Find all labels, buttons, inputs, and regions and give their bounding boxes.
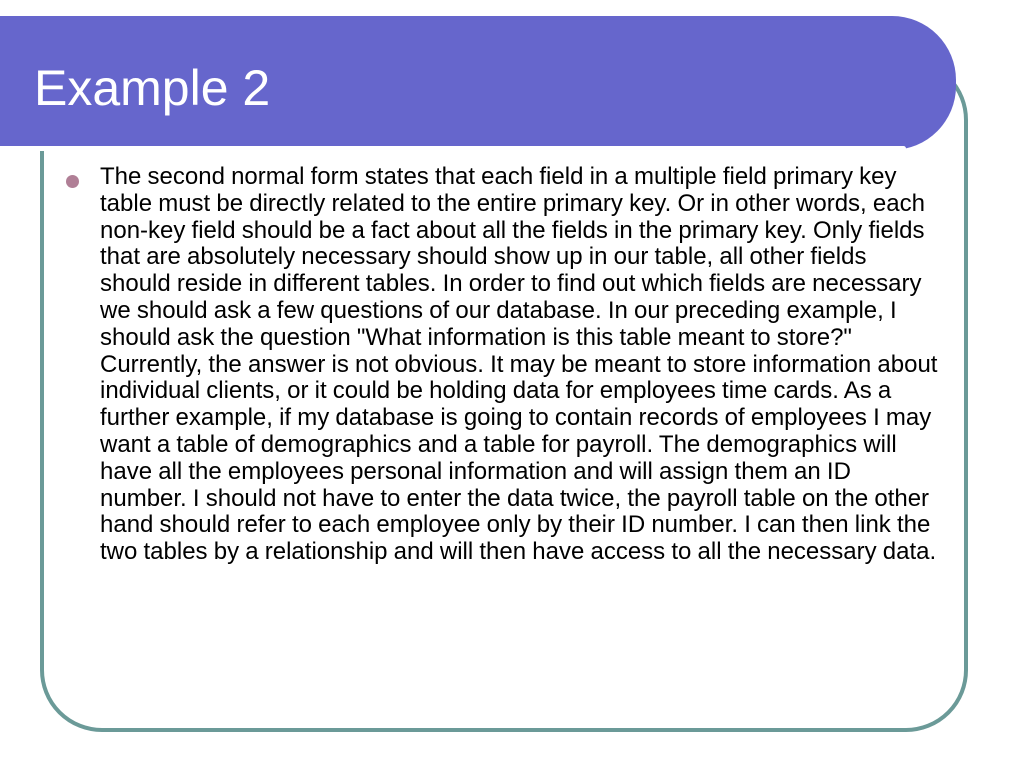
bullet-list [62,164,942,566]
bullet-item [62,164,942,566]
title-underline [0,146,906,151]
bullet-text: The second normal form states that each field in a multiple field primary key table must be directly related to the entire primary key. Or in other words, each non-key field should be a fact about all the fields in the primary key. Only fields that are absolutely necessary should show up in our table, all other fields should reside in different tables. In order to find out which fields are necessary we should ask a few questions of our database. In our preceding example, I should ask the question "What information is this table meant to store?" Currently, the answer is not obvious. It may be meant to store information about individual clients, or it could be holding data for employees time cards. As a further example, if my database is going to contain records of employees I may want a table of demographics and a table for payroll. The demographics will have all the employees personal information and will assign them an ID number. I should not have to enter the data twice, the payroll table on the other hand should refer to each employee only by their ID number. I can then link the two tables by a relationship and will then have access to all the necessary data. [100,163,938,566]
bullet-dot-icon [66,175,79,188]
slide-title: Example 2 [34,60,271,116]
title-bar [0,16,956,150]
